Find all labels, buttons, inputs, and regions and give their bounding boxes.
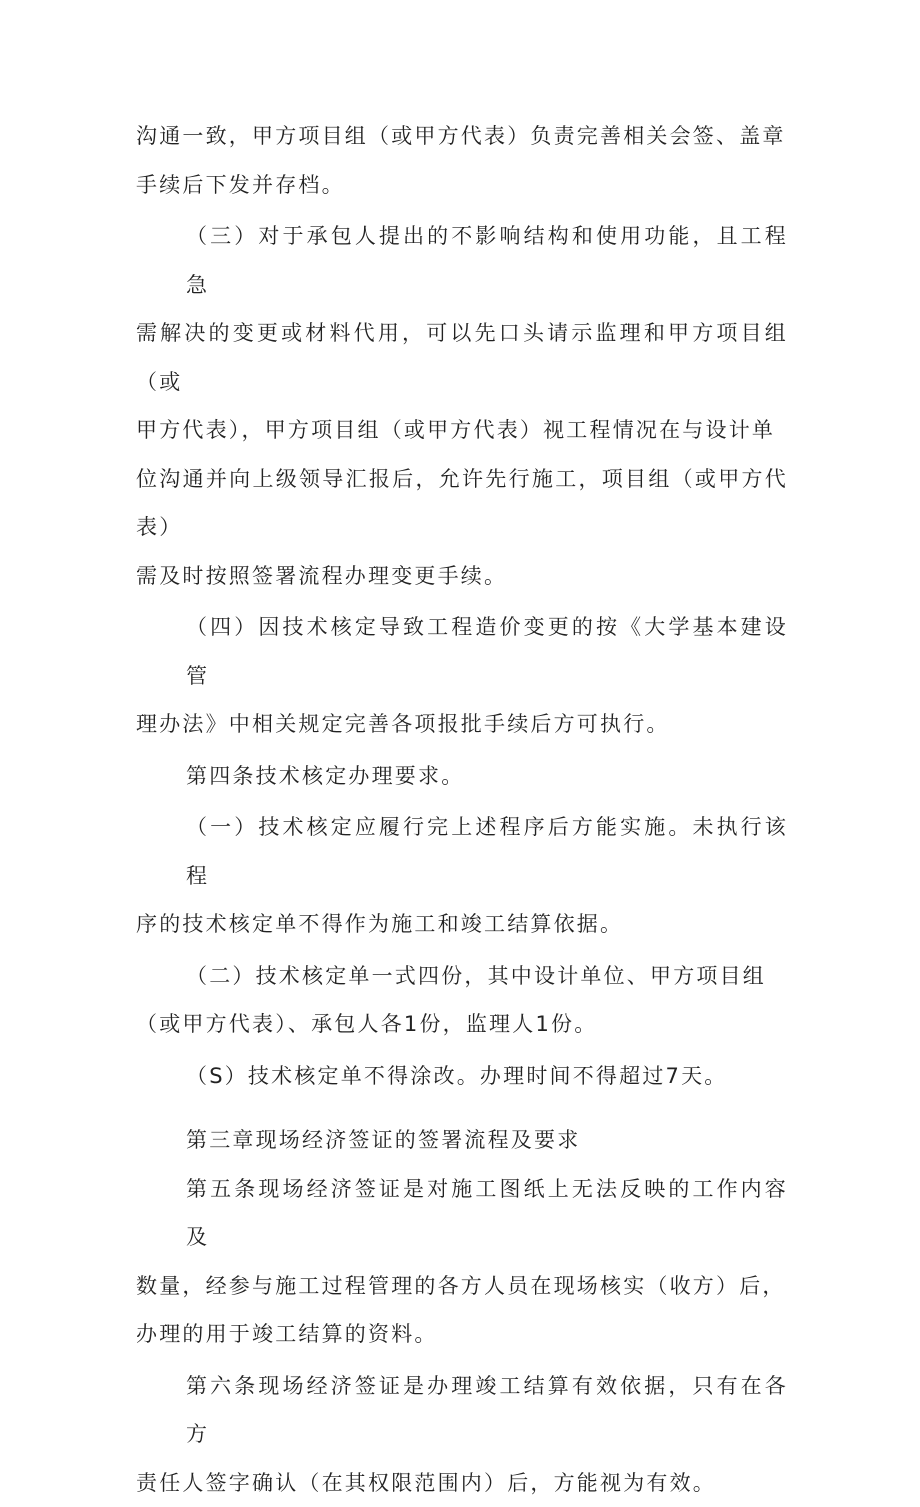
paragraph-clause-4 bbox=[136, 603, 788, 749]
text-line: 沟通一致，甲方项目组（或甲方代表）负责完善相关会签、盖章 bbox=[136, 112, 788, 161]
text-line: 需解决的变更或材料代用，可以先口头请示监理和甲方项目组（或 bbox=[136, 309, 788, 406]
text-line: 责任人签字确认（在其权限范围内）后，方能视为有效。 bbox=[136, 1459, 788, 1507]
article-5-paragraph bbox=[136, 1165, 788, 1359]
text-line: 需及时按照签署流程办理变更手续。 bbox=[136, 552, 788, 601]
chapter-3-heading bbox=[136, 1116, 788, 1165]
text-line: 第三章现场经济签证的签署流程及要求 bbox=[136, 1116, 788, 1165]
text-line: 序的技术核定单不得作为施工和竣工结算依据。 bbox=[136, 900, 788, 949]
text-line: 数量，经参与施工过程管理的各方人员在现场核实（收方）后， bbox=[136, 1262, 788, 1311]
paragraph-clause-3 bbox=[136, 212, 788, 600]
text-line: （或甲方代表）、承包人各1份，监理人1份。 bbox=[136, 1000, 788, 1049]
text-line: 手续后下发并存档。 bbox=[136, 161, 788, 210]
article-4-heading bbox=[136, 752, 788, 801]
text-line: 办理的用于竣工结算的资料。 bbox=[136, 1310, 788, 1359]
text-line: 第五条现场经济签证是对施工图纸上无法反映的工作内容及 bbox=[136, 1165, 788, 1262]
text-line: （三）对于承包人提出的不影响结构和使用功能，且工程急 bbox=[136, 212, 788, 309]
paragraph-continuation bbox=[136, 112, 788, 209]
text-line: （S）技术核定单不得涂改。办理时间不得超过7天。 bbox=[136, 1052, 788, 1101]
text-line: （二）技术核定单一式四份，其中设计单位、甲方项目组 bbox=[136, 952, 788, 1001]
paragraph-requirement-1 bbox=[136, 803, 788, 949]
paragraph-requirement-2 bbox=[136, 952, 788, 1049]
text-line: 位沟通并向上级领导汇报后，允许先行施工，项目组（或甲方代表） bbox=[136, 455, 788, 552]
text-line: （四）因技术核定导致工程造价变更的按《大学基本建设管 bbox=[136, 603, 788, 700]
text-line: 理办法》中相关规定完善各项报批手续后方可执行。 bbox=[136, 700, 788, 749]
text-line: 甲方代表），甲方项目组（或甲方代表）视工程情况在与设计单 bbox=[136, 406, 788, 455]
text-line: （一）技术核定应履行完上述程序后方能实施。未执行该程 bbox=[136, 803, 788, 900]
text-line: 第四条技术核定办理要求。 bbox=[136, 752, 788, 801]
text-line: 第六条现场经济签证是办理竣工结算有效依据，只有在各方 bbox=[136, 1362, 788, 1459]
paragraph-requirement-3 bbox=[136, 1052, 788, 1101]
article-6-paragraph bbox=[136, 1362, 788, 1507]
document-page bbox=[136, 112, 788, 1507]
